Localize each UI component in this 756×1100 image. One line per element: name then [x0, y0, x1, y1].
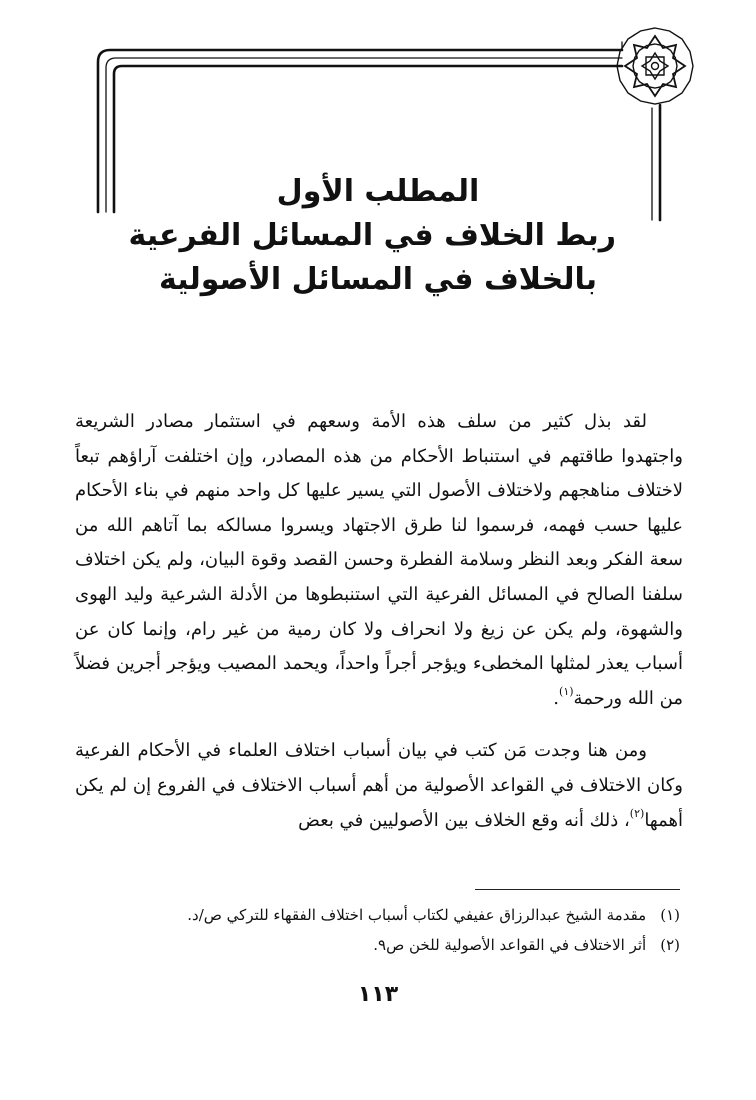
paragraph-1-end: . — [553, 687, 560, 709]
page-number: ١١٣ — [357, 982, 399, 1007]
footnote-1 — [100, 900, 680, 930]
paragraph-2-end: ، ذلك أنه وقع الخلاف بين الأصوليين في بعض — [298, 809, 630, 831]
footnote-2-text: أثر الاختلاف في القواعد الأصولية للخن ص٩. — [373, 936, 647, 954]
paragraph-1 — [75, 405, 683, 716]
paragraph-1-text: لقد بذل كثير من سلف هذه الأمة وسعهم في استثمار مصادر الشريعة واجتهدوا طاقتهم في استنباط الأحكام من هذه المصادر، وإن اختلفت آراؤهم تبعاً لاختلاف مناهجهم ولاختلاف الأصول التي يسير عليها كل واحد منهم في بناء الأحكام عليها حسب فهمه، فرسموا لنا طرق الاجتهاد ويسروا مسالكه بما آتاهم الله من سعة الفكر وبعد النظر وسلامة الفطرة وحسن القصد وقوة البيان، ولم يكن اختلاف سلفنا الصالح في المسائل الفرعية التي استنبطوها من الأدلة الشرعية وليد الهوى والشهوة، ولم يكن عن زيغ ولا انحراف ولا كان رمية من غير رام، وإنما كان عن أسباب يعذر لمثلها المخطىء ويؤجر أجراً واحداً، ويحمد المصيب ويؤجر أجرين فضلاً من الله ورحمة — [75, 411, 683, 709]
footnote-1-number: (١) — [660, 906, 680, 924]
footnote-1-text: مقدمة الشيخ عبدالرزاق عفيفي لكتاب أسباب اختلاف الفقهاء للتركي ص/د. — [187, 906, 647, 924]
footnote-divider — [475, 889, 680, 890]
footnote-ref-2: (٢) — [629, 806, 645, 820]
paragraph-2 — [75, 734, 683, 838]
heading-line-3: بالخلاف في المسائل الأصولية — [159, 262, 597, 297]
paragraph-2-text: ومن هنا وجدت مَن كتب في بيان أسباب اختلاف العلماء في الأحكام الفرعية وكان الاختلاف في القواعد الأصولية من أهم أسباب الاختلاف في الفروع إن لم يكن أهمها — [75, 740, 683, 831]
footnotes — [100, 900, 680, 960]
section-heading — [128, 170, 616, 302]
heading-line-1: المطلب الأول — [276, 174, 480, 209]
footnote-2-number: (٢) — [660, 936, 680, 954]
footnote-2 — [100, 930, 680, 960]
footnote-ref-1: (١) — [559, 684, 574, 698]
heading-line-2: ربط الخلاف في المسائل الفرعية — [128, 218, 616, 253]
rosette-ornament-icon — [617, 28, 693, 104]
body-text — [75, 405, 683, 838]
